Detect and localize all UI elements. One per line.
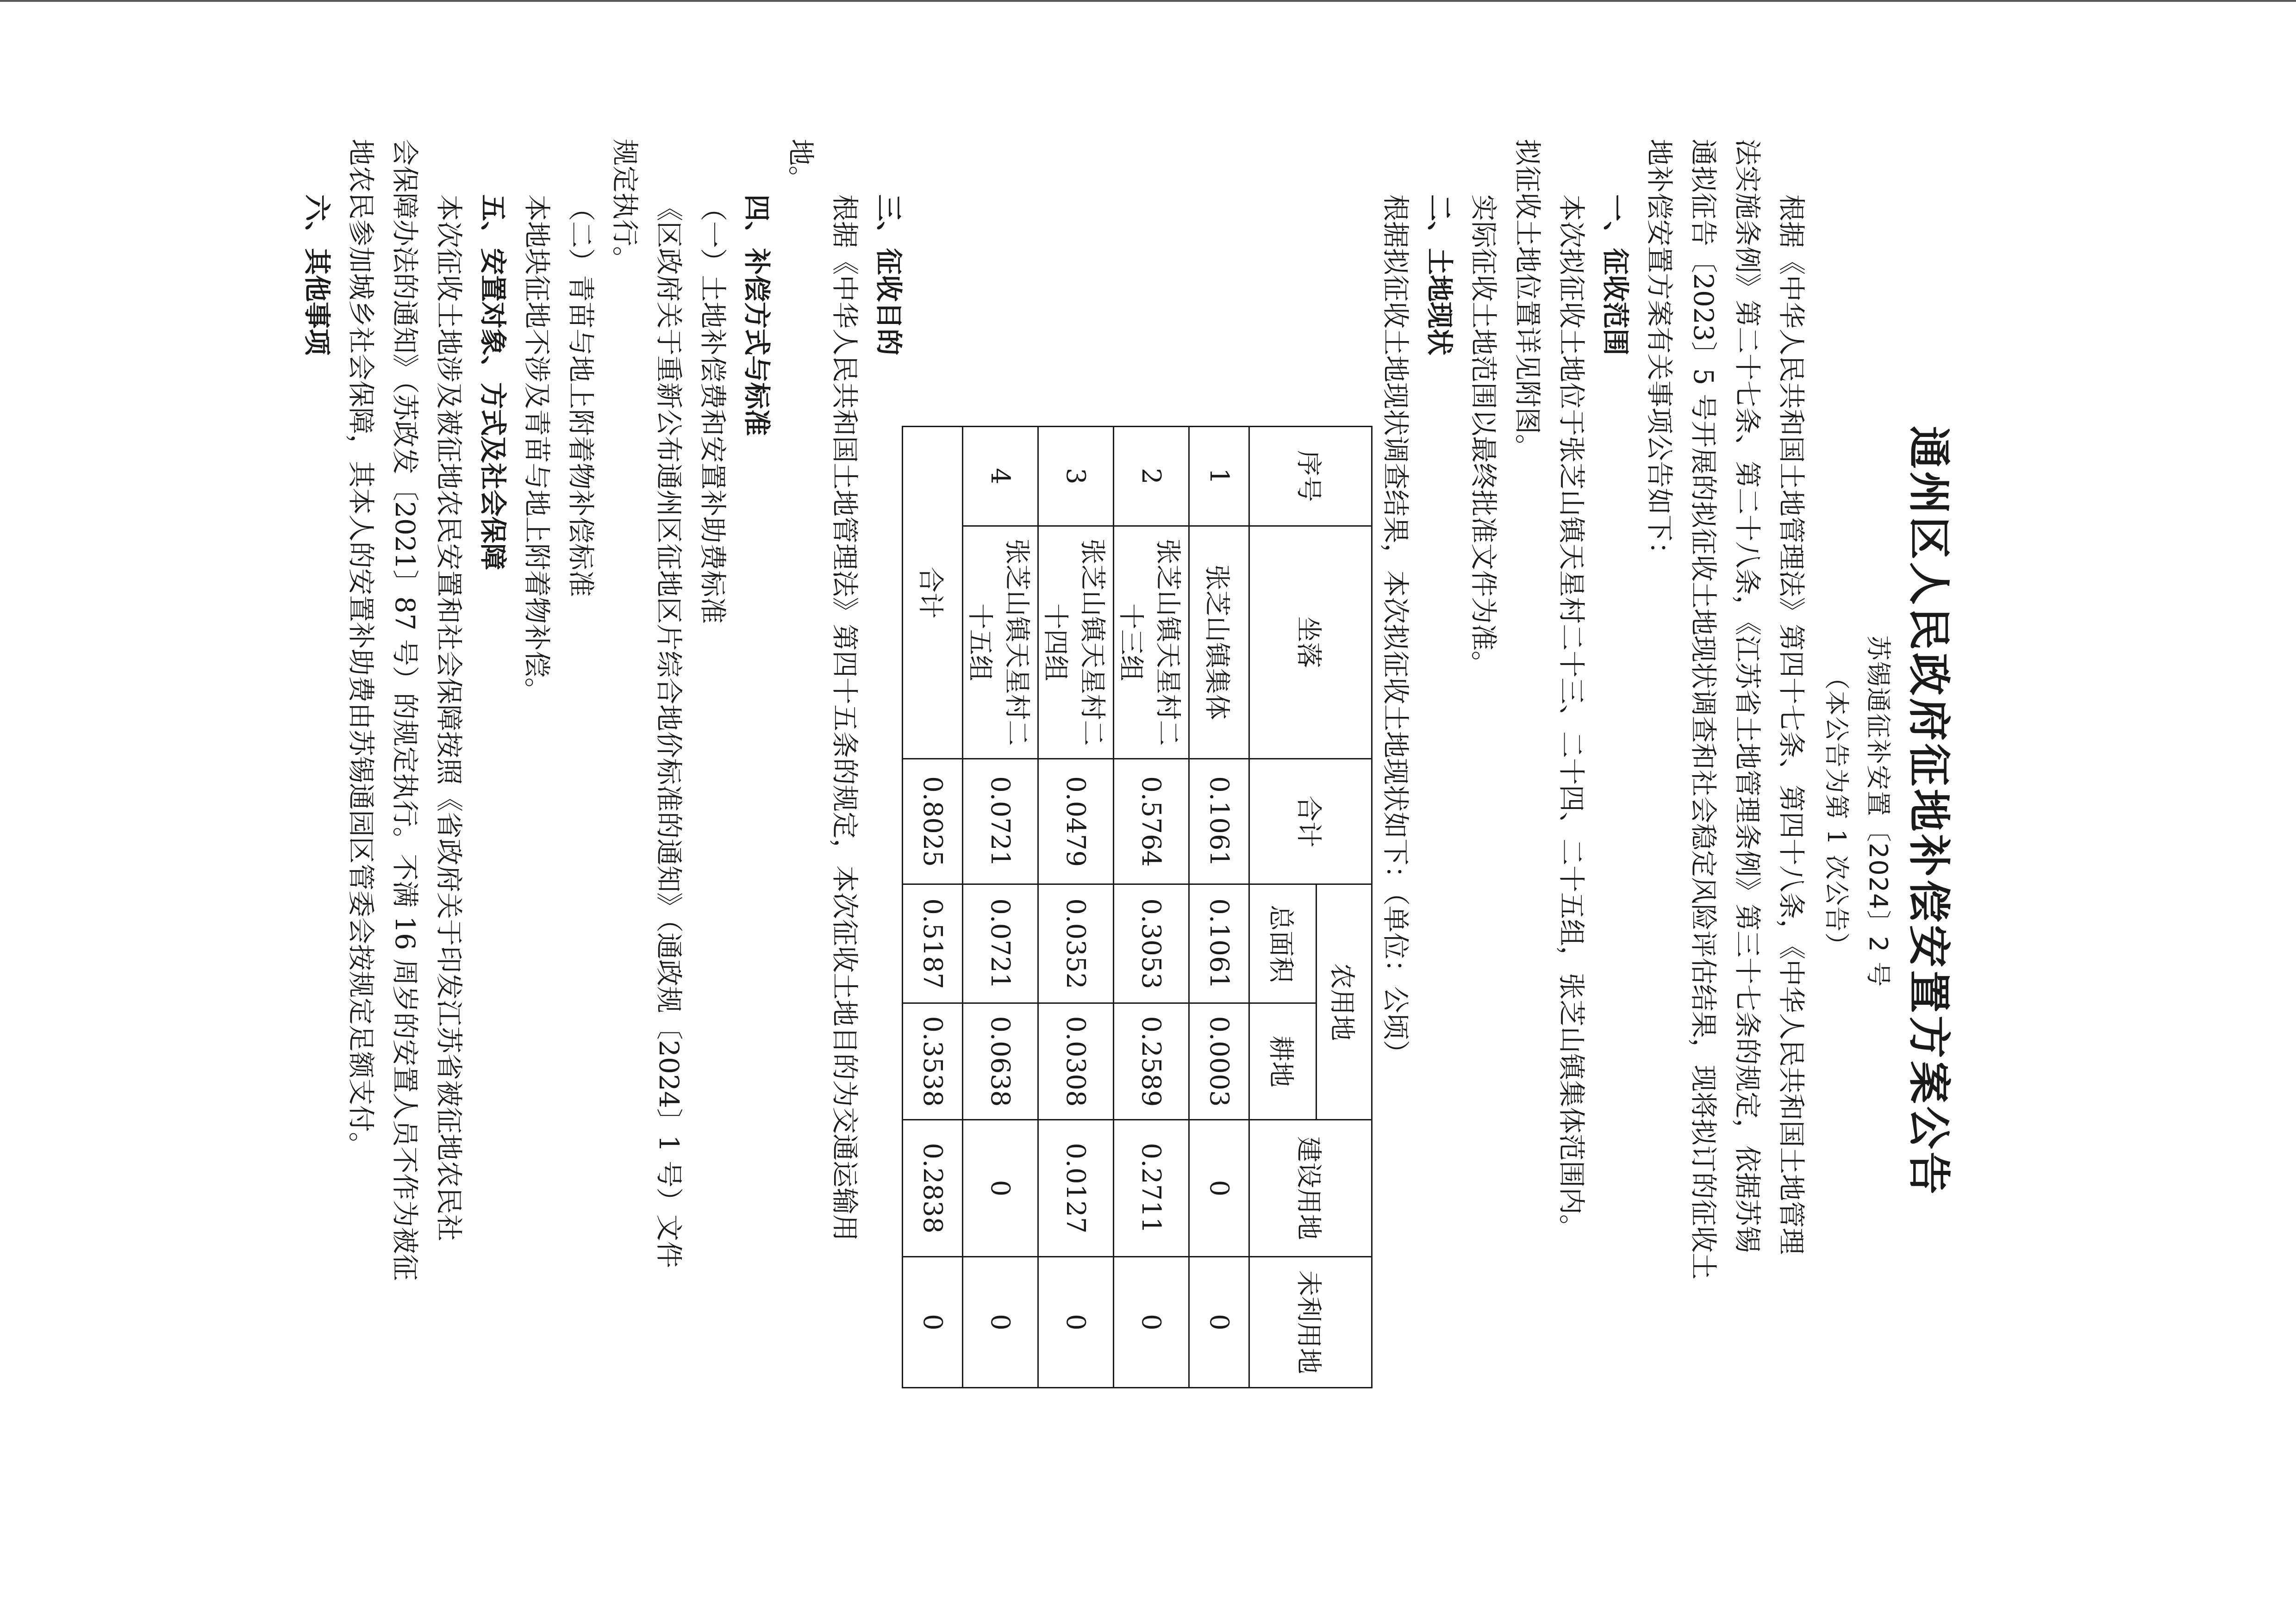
intro-line: 法实施条例》第二十七条、第二十八条，《江苏省土地管理条例》第三十七条的规定，依据苏锡 [1732, 139, 1763, 1253]
cell-no: 4 [963, 427, 1038, 526]
subheading: （二）青苗与地上附着物补偿标准 [565, 194, 597, 597]
cell-no: 3 [1038, 427, 1114, 526]
paragraph-line: 拟征收土地位置详见附图。 [1512, 139, 1543, 461]
cell-location: 张芝山镇集体 [1189, 526, 1249, 759]
intro-line: 通拟征告〔2023〕5 号开展的拟征收土地现状调查和社会稳定风险评估结果，现将拟订的征收土 [1688, 139, 1719, 1280]
cell-unused: 0 [1114, 1256, 1189, 1387]
notice-count: （本公告为第 1 次公告） [1822, 665, 1851, 958]
section-heading: 二、土地现状 [1424, 194, 1455, 356]
paragraph-line: 根据《中华人民共和国土地管理法》第四十五条的规定，本次征收土地目的为交通运输用 [829, 194, 861, 1242]
cell-location: 张芝山镇天星村二十四组 [1038, 526, 1114, 759]
cell-farm: 0.0308 [1038, 1003, 1114, 1120]
cell-location: 张芝山镇天星村二十五组 [963, 526, 1038, 759]
table-sum-row [903, 427, 963, 1388]
cell-total: 0.5764 [1114, 759, 1189, 884]
header-cell-farm: 耕地 [1249, 1003, 1316, 1120]
cell-build: 0.2711 [1114, 1119, 1189, 1256]
paragraph-line: 地农民参加城乡社会保障，其本人的安置补助费由苏锡通园区管委会按规定足额支付。 [345, 139, 377, 1159]
doc-number: 苏锡通征补安置〔2024〕2 号 [1864, 635, 1893, 988]
header-cell-no: 序号 [1249, 427, 1372, 526]
header-cell-build: 建设用地 [1249, 1119, 1372, 1256]
intro-line: 根据《中华人民共和国土地管理法》第四十七条、第四十八条，《中华人民共和国土地管理 [1776, 194, 1807, 1255]
intro-line: 地补偿安置方案有关事项公告如下： [1644, 139, 1675, 569]
header-cell-location: 坐落 [1249, 526, 1372, 759]
header-cell-total: 合计 [1249, 759, 1372, 884]
header-cell-agri: 农用地 [1316, 884, 1372, 1120]
cell-build: 0.2838 [903, 1119, 963, 1256]
cell-build: 0.0127 [1038, 1119, 1114, 1256]
paragraph-line: 根据拟征收土地现状调查结果，本次拟征收土地现状如下：（单位：公顷） [1380, 194, 1411, 1067]
header-cell-unused: 未利用地 [1249, 1256, 1372, 1387]
cell-farm: 0.0003 [1189, 1003, 1249, 1120]
paragraph-line: 本次拟征收土地位于张芝山镇天星村二十三、二十四、二十五组，张芝山镇集体范围内。 [1556, 194, 1587, 1242]
section-heading: 五、安置对象、方式及社会保障 [477, 194, 509, 571]
cell-no: 1 [1189, 427, 1249, 526]
cell-unused: 0 [903, 1256, 963, 1387]
cell-total: 0.1061 [1189, 759, 1249, 884]
section-heading: 一、征收范围 [1600, 194, 1631, 356]
cell-build: 0 [1189, 1119, 1249, 1256]
cell-agri: 0.5187 [903, 884, 963, 1003]
cell-unused: 0 [1038, 1256, 1114, 1387]
paragraph-line: 本次征收土地涉及被征地农民安置和社会保障按照《省政府关于印发江苏省被征地农民社 [433, 194, 465, 1242]
cell-total: 0.0721 [963, 759, 1038, 884]
cell-agri: 0.1061 [1189, 884, 1249, 1003]
cell-agri: 0.0352 [1038, 884, 1114, 1003]
paragraph-line: 规定执行。 [609, 139, 641, 274]
cell-agri: 0.0721 [963, 884, 1038, 1003]
cell-unused: 0 [963, 1256, 1038, 1387]
header-cell-agri-total: 总面积 [1249, 884, 1316, 1003]
cell-sum-label: 合计 [903, 427, 963, 759]
paragraph-line: 本地块征地不涉及青苗与地上附着物补偿。 [521, 194, 553, 705]
paragraph-line: 会保障办法的通知》（苏政发〔2021〕87 号）的规定执行。不满 16 周岁的安置人员不作为被征 [389, 139, 421, 1281]
table-row [1114, 427, 1189, 1388]
paragraph-line: 地。 [785, 139, 817, 193]
cell-build: 0 [963, 1119, 1038, 1256]
subheading: （一）土地补偿费和安置补助费标准 [697, 194, 729, 624]
cell-farm: 0.2589 [1114, 1003, 1189, 1120]
cell-total: 0.0479 [1038, 759, 1114, 884]
table-row [1038, 427, 1114, 1388]
cell-agri: 0.3053 [1114, 884, 1189, 1003]
paragraph-line: 《区政府关于重新公布通州区征地区片综合地价标准的通知》（通政规〔2024〕1 号）文件 [653, 194, 685, 1268]
cell-no: 2 [1114, 427, 1189, 526]
cell-total: 0.8025 [903, 759, 963, 884]
cell-farm: 0.0638 [963, 1003, 1038, 1120]
cell-farm: 0.3538 [903, 1003, 963, 1120]
section-heading: 三、征收目的 [873, 194, 905, 356]
table-row [963, 427, 1038, 1388]
cell-location: 张芝山镇天星村二十三组 [1114, 526, 1189, 759]
table-row [1189, 427, 1249, 1388]
cell-unused: 0 [1189, 1256, 1249, 1387]
land-status-table [902, 426, 1373, 1388]
section-heading: 六、其他事项 [301, 194, 333, 356]
section-heading: 四、补偿方式与标准 [741, 194, 773, 436]
page-title: 通州区人民政府征地补偿安置方案公告 [1904, 426, 1953, 1197]
paragraph-line: 实际征收土地范围以最终批准文件为准。 [1468, 194, 1499, 678]
